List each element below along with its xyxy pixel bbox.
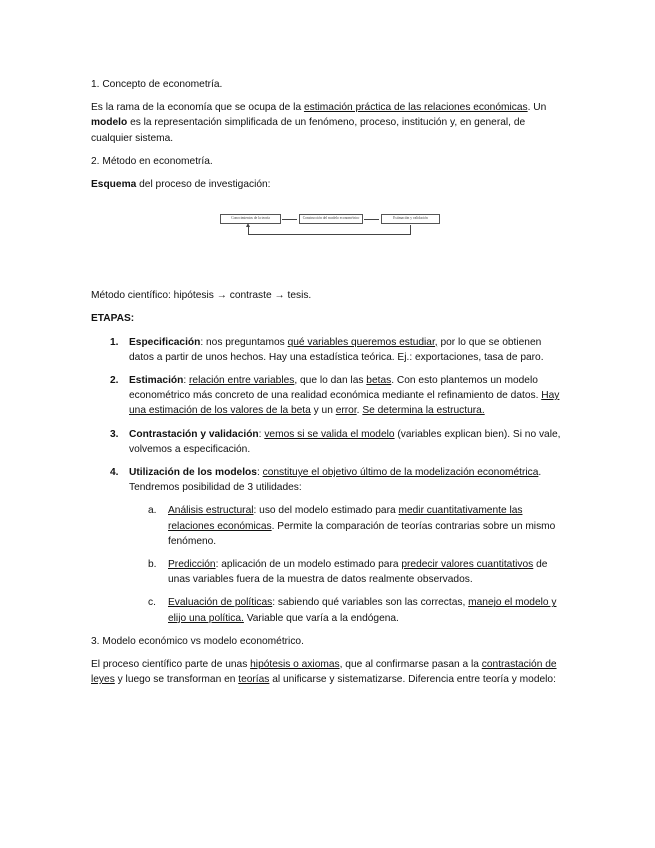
list-item: [91, 373, 565, 419]
underlined-text: Se determina la estructura.: [362, 405, 485, 417]
underlined-text: constituye el objetivo último de la modelización econométrica: [262, 467, 539, 479]
text-run: . Con esto plantemos un modelo econométrico más concreto de una realidad económica mediante el refinamiento de datos.: [129, 375, 542, 402]
step-title: Utilización de los modelos: [129, 467, 257, 479]
text-run: por lo que se obtienen datos a partir de unos hechos. Hay una estadística teórica. Ej.: exportaciones, tasa de paro.: [129, 336, 544, 363]
text-run: de unas variables fuera de la muestra de datos realmente observados.: [168, 559, 548, 586]
diagram-box-estimation: Estimación y validación: [381, 214, 440, 224]
diagram-box-model: Construcción del modelo econométrico: [299, 214, 363, 224]
text-run: . Tendremos posibilidad de 3 utilidades:: [129, 467, 542, 494]
underlined-text: Evaluación de políticas: [168, 597, 273, 609]
text-run: :: [183, 375, 190, 387]
scientific-method: Método científico: hipótesis → contraste → tesis.: [91, 290, 312, 302]
list-item: [91, 335, 565, 365]
diagram-box-theory: Conocimientos de la teoría: [220, 214, 281, 224]
section-3-heading: 3. Modelo económico vs modelo econométrico.: [91, 635, 304, 647]
list-number: 3.: [110, 428, 119, 440]
text-run: . Un: [527, 102, 547, 114]
underlined-text: error: [335, 405, 357, 417]
underlined-text: relación entre variables: [189, 375, 295, 387]
text-run: Variable que varía a la endógena.: [243, 612, 399, 624]
text-run: es la representación simplificada de un fenómeno, proceso, institución y, en general, de cualquier sistema.: [91, 117, 526, 144]
text-run: Es la rama de la economía que se ocupa de la: [91, 102, 304, 114]
list-letter: c.: [148, 597, 156, 609]
research-process-diagram: [91, 206, 565, 270]
text-run: : uso del modelo estimado para: [253, 505, 399, 517]
sub-list-item: [129, 557, 565, 587]
underlined-text: Predicción: [168, 559, 216, 571]
schema-intro: [91, 177, 565, 192]
list-letter: a.: [148, 505, 157, 517]
diagram-arrow: [282, 219, 297, 220]
step-title: Especificación: [129, 336, 201, 348]
diagram-feedback-loop: [248, 225, 411, 235]
list-item: [91, 427, 565, 457]
bold-term: modelo: [91, 117, 128, 129]
underlined-text: teorías: [238, 674, 270, 686]
section-1-heading: 1. Concepto de econometría.: [91, 79, 223, 90]
underlined-text: Hay una estimación de los valores de la beta: [129, 390, 560, 417]
diagram-arrowhead: [246, 223, 250, 227]
steps-list: [91, 335, 565, 626]
etapas-heading: ETAPAS:: [91, 313, 135, 325]
underlined-text: vemos si se valida el modelo: [264, 428, 395, 440]
underlined-text: hipótesis o axiomas: [250, 659, 340, 671]
list-number: 2.: [110, 375, 119, 387]
underlined-text: predecir valores cuantitativos: [401, 559, 534, 571]
section-2-heading: 2. Método en econometría.: [91, 155, 213, 167]
text-run: : aplicación de un modelo estimado para: [215, 559, 402, 571]
section-3-paragraph: [91, 657, 565, 687]
text-run: .: [356, 405, 363, 417]
list-number: 4.: [110, 467, 119, 479]
document-body: [91, 77, 565, 695]
underlined-text: qué variables queremos estudiar,: [287, 336, 438, 348]
sub-list: [129, 503, 565, 625]
text-run: , que al confirmarse pasan a la: [339, 659, 482, 671]
underlined-text: medir cuantitativamente las relaciones económicas: [168, 505, 523, 532]
underlined-text: betas: [366, 375, 392, 387]
underlined-text: estimación práctica de las relaciones económicas: [303, 102, 528, 114]
section-1-paragraph: [91, 100, 565, 146]
text-run: : sabiendo qué variables son las correctas,: [272, 597, 469, 609]
underlined-text: manejo el modelo y elijo una política.: [168, 597, 557, 624]
text-run: :: [256, 467, 263, 479]
text-run: (variables explican bien). Si no vale, volvemos a especificación.: [129, 428, 561, 455]
underlined-text: Análisis estructural: [168, 505, 254, 517]
underlined-text: contrastación de leyes: [91, 659, 557, 686]
step-title: Estimación: [129, 375, 184, 387]
sub-list-item: [129, 595, 565, 625]
text-run: . Permite la comparación de teorías contrarias sobre un mismo fenómeno.: [168, 520, 556, 547]
list-number: 1.: [110, 336, 119, 348]
step-title: Contrastación y validación: [129, 428, 259, 440]
text-run: :: [258, 428, 265, 440]
text-run: , que lo dan las: [294, 375, 367, 387]
text-run: : nos preguntamos: [200, 336, 288, 348]
sub-list-item: [129, 503, 565, 549]
text-run: El proceso científico parte de unas: [91, 659, 251, 671]
text-run: y un: [310, 405, 336, 417]
text-run: del proceso de investigación:: [136, 179, 271, 191]
list-letter: b.: [148, 559, 157, 571]
list-item: [91, 465, 565, 626]
text-run: y luego se transforman en: [114, 674, 239, 686]
bold-term: Esquema: [91, 179, 137, 191]
diagram-arrow: [364, 219, 379, 220]
text-run: al unificarse y sistematizarse. Diferencia entre teoría y modelo:: [269, 674, 556, 686]
